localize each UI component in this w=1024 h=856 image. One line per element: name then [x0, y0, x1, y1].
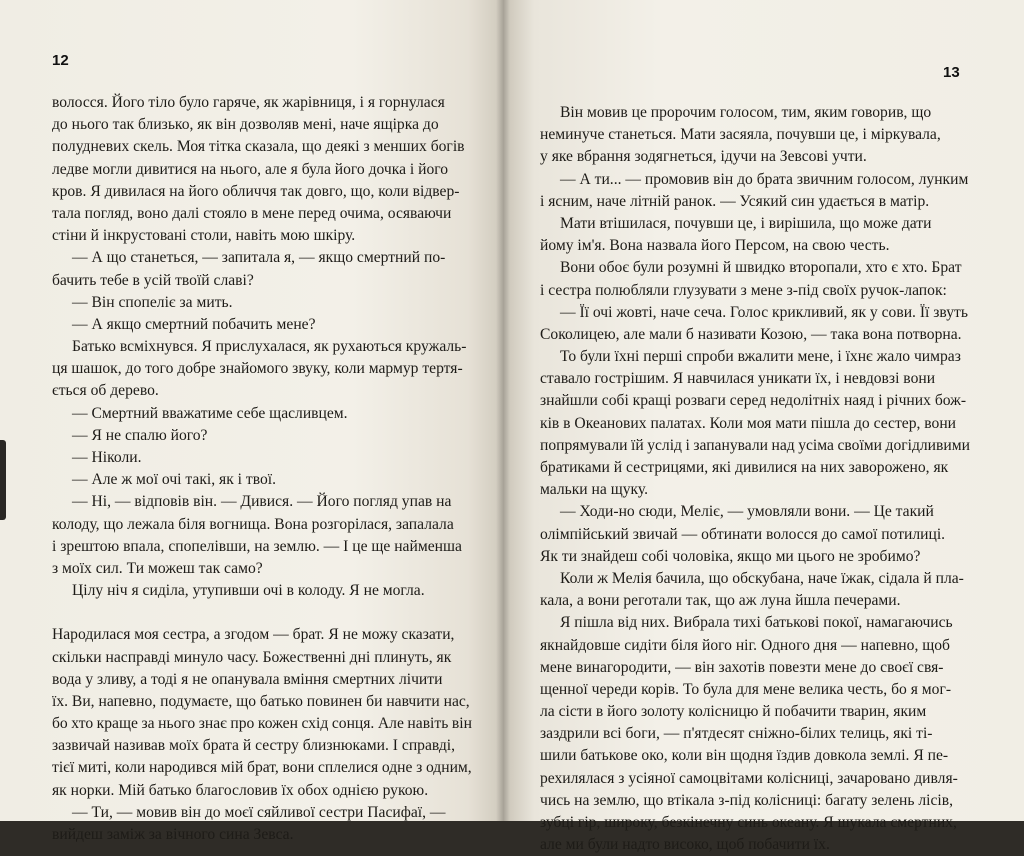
text-line: ків в Океанових палатах. Коли моя мати пішла до сестер, вони	[540, 414, 957, 432]
text-line: — А ти... — промовив він до брата звичним голосом, лунким	[560, 170, 969, 188]
text-line: зубці гір, широку, безкінечну синь океану. Я шукала смертних,	[540, 814, 957, 831]
text-line: олімпійський звичай — обтинати волосся до самої потилиці.	[540, 525, 946, 543]
text-line: — Ні, — відповів він. — Дивися. — Його погляд упав на	[72, 493, 452, 511]
text-line: Коли ж Мелія бачила, що обскубана, наче їжак, сідала й пла-	[560, 569, 964, 587]
text-line: Батько всміхнувся. Я прислухалася, як рухаються кружаль-	[72, 338, 467, 356]
text-line: знайшли собі кращі розваги серед недолітніх наяд і річних бож-	[540, 392, 967, 410]
left-page-text	[52, 92, 472, 846]
text-line: — Ніколи.	[72, 449, 142, 466]
text-line: То були їхні перші спроби вжалити мене, і їхнє жало чимраз	[560, 348, 961, 366]
text-line: але ми були надто високо, щоб побачити їх.	[540, 836, 830, 854]
text-line: їх. Ви, напевно, подумаєте, що батько повинен би навчити нас,	[52, 692, 470, 710]
text-line: Я пішла від них. Вибрала тихі батькові покої, намагаючись	[560, 614, 953, 632]
text-line: Соколицею, але мали б називати Козою, — така вона потворна.	[540, 325, 962, 343]
text-line: Цілу ніч я сиділа, утупивши очі в колоду. Я не могла.	[72, 582, 425, 600]
text-line: Мати втішилася, почувши це, і вирішила, що може дати	[560, 214, 932, 232]
text-line: волосся. Його тіло було гаряче, як жарівниця, і я горнулася	[52, 94, 445, 111]
text-line: ється об дерево.	[52, 382, 159, 400]
text-line: і ясним, наче літній ранок. — Усякий син удається в матір.	[540, 192, 930, 210]
book-gutter	[496, 0, 510, 821]
text-line: ледве могли дивитися на нього, але я була його дочка і його	[52, 160, 449, 178]
text-line: шили батькове око, коли він щодня їздив довкола землі. Я пе-	[540, 747, 949, 765]
text-line: йому ім'я. Вона назвала його Персом, на свою честь.	[540, 237, 890, 255]
text-line: тієї миті, коли народився мій брат, вони сплелися одне з одним,	[52, 759, 472, 777]
text-line: ця шашок, до того добре знайомого звуку, коли мармур тертя-	[52, 360, 463, 378]
text-line: — Ти, — мовив він до моєї сяйливої сестри Пасифаї, —	[72, 803, 446, 821]
text-line: Як ти знайдеш собі чоловіка, якщо ми цього не зробимо?	[540, 547, 921, 565]
text-line: до нього так близько, як він дозволяв мені, наче ящірка до	[52, 116, 439, 134]
text-line: — Її очі жовті, наче сеча. Голос крикливий, як у сови. Її звуть	[560, 303, 968, 321]
text-line: Вони обоє були розумні й швидко второпали, хто є хто. Брат	[560, 259, 962, 277]
text-line: — Смертний вважатиме себе щасливцем.	[72, 404, 348, 422]
text-line: — Він спопеліє за мить.	[72, 293, 233, 311]
page-edge-shadow	[0, 440, 6, 520]
text-line: ставало гострішим. Я навчилася уникати їх, і невдовзі вони	[540, 370, 936, 388]
section-break	[52, 602, 472, 624]
text-line: як норки. Мій батько благословив їх обох однією рукою.	[52, 781, 429, 799]
text-line: бачить тебе в усій твоїй славі?	[52, 271, 254, 289]
text-line: з моїх сил. Ти можеш так само?	[52, 559, 263, 577]
text-line: ла сісти в його золоту колісницю й побачити тварин, яким	[540, 703, 927, 721]
text-line: попрямували їй услід і запанували над усіма своїми догідливими	[540, 436, 970, 454]
text-line: колоду, що лежала біля вогнища. Вона розгорілася, запалала	[52, 515, 454, 533]
text-line: чись на землю, що втікала з-під колісниці: багату зелень лісів,	[540, 791, 953, 809]
text-line: тала погляд, воно далі стояло в мене перед очима, осяваючи	[52, 204, 452, 222]
text-line: бо хто краще за нього знає про кожен схід сонця. Але навіть він	[52, 715, 472, 733]
text-line: мальки на щуку.	[540, 481, 648, 499]
page-number-left: 12	[52, 52, 69, 69]
text-line: стіни й інкрустовані столи, навіть мою шкіру.	[52, 227, 356, 245]
text-line: скільки насправді минуло часу. Божественні дні плинуть, як	[52, 648, 452, 666]
text-line: кала, а вони реготали так, що аж луна йшла печерами.	[540, 592, 901, 610]
right-page-text	[540, 102, 970, 856]
right-page	[503, 0, 1024, 854]
page-number-right: 13	[943, 64, 960, 81]
text-line: братиками й сестрицями, які дивилися на них заворожено, як	[540, 459, 949, 476]
text-line: — Ходи-но сюди, Меліє, — умовляли вони. — Це такий	[560, 503, 934, 521]
text-line: вийдеш заміж за вічного сина Зевса.	[52, 826, 294, 843]
text-line: кров. Я дивилася на його обличчя так довго, що, коли відвер-	[52, 182, 460, 200]
text-line: Народилася моя сестра, а згодом — брат. Я не можу сказати,	[52, 626, 455, 644]
text-line: і сестра полюбляли глузувати з мене з-під своїх ручок-лапок:	[540, 281, 947, 299]
text-line: полудневих скель. Моя тітка сказала, що деякі з менших богів	[52, 138, 465, 156]
text-line: рехилялася з усіяної самоцвітами колісниці, зачаровано дивля-	[540, 769, 958, 787]
text-line: — А якщо смертний побачить мене?	[72, 315, 316, 333]
text-line: зазвичай називав моїх брата й сестру близнюками. І справді,	[52, 737, 456, 755]
text-line: Він мовив це пророчим голосом, тим, яким говорив, що	[560, 104, 932, 121]
text-line: заздрили всі боги, — п'ятдесят сніжно-білих телиць, які ті-	[540, 725, 933, 743]
text-line: вода у зливу, а тоді я не опанувала вміння смертних лічити	[52, 670, 443, 688]
text-line: щенної череди корів. То була для мене велика честь, бо я мог-	[540, 680, 952, 698]
text-line: — А що станеться, — запитала я, — якщо смертний по-	[72, 249, 446, 267]
left-page	[0, 0, 503, 843]
text-line: у яке вбрання зодягнеться, ідучи на Зевсові учти.	[540, 148, 867, 166]
text-line: мене винагородити, — він захотів повезти мене до своєї свя-	[540, 658, 944, 676]
text-line: неминуче станеться. Мати засяяла, почувши це, і міркувала,	[540, 126, 941, 144]
text-line: і зрештою впала, спопелівши, на землю. — І це ще найменша	[52, 537, 462, 555]
text-line: — Я не спалю його?	[72, 426, 208, 444]
text-line: — Але ж мої очі такі, як і твої.	[72, 471, 276, 489]
text-line: якнайдовше сидіти біля його ніг. Одного дня — напевно, щоб	[540, 636, 950, 654]
